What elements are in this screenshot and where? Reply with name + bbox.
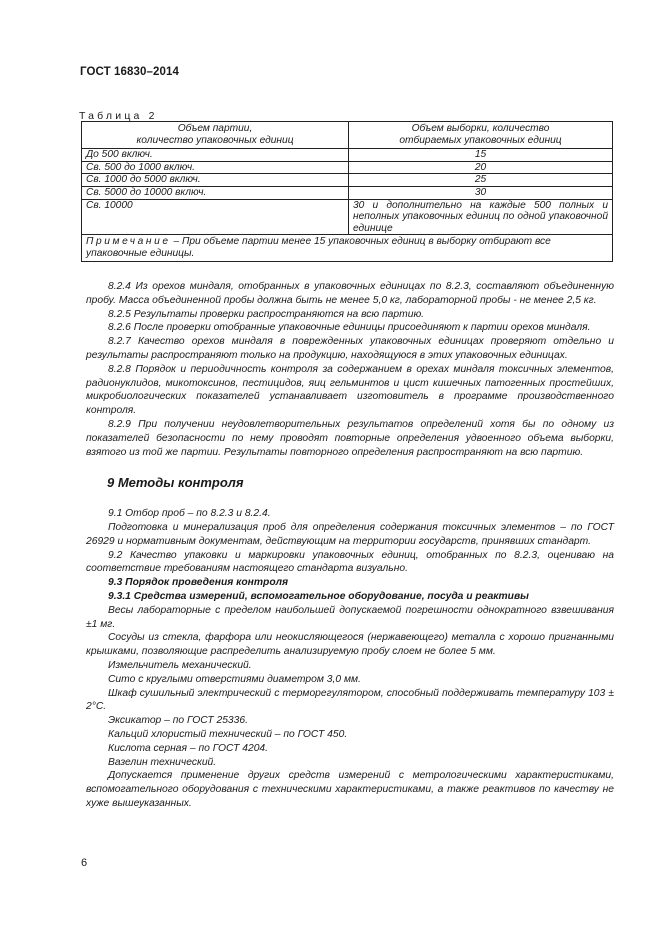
equipment-item: Вазелин технический. xyxy=(108,756,217,768)
table-cell-sample: 20 xyxy=(349,161,613,174)
table-header-lot: Объем партии, количество упаковочных единиц xyxy=(82,122,349,149)
paragraph-8-2-5: 8.2.5 Результаты проверки распространяются на всю партию. xyxy=(108,308,425,320)
paragraph-8-2-6: 8.2.6 После проверки отобранные упаковочные единицы присоединяют к партии орехов миндаля. xyxy=(108,322,591,334)
paragraph-9-1: 9.1 Отбор проб – по 8.2.3 и 8.2.4. xyxy=(108,508,271,520)
note-text: – При объеме партии менее 15 упаковочных единиц в выборку отбирают все упаковочные единицы. xyxy=(86,236,551,259)
standard-header: ГОСТ 16830–2014 xyxy=(80,66,180,78)
table-cell-lot: Св. 10000 xyxy=(82,199,349,235)
equipment-item: Допускается применение других средств измерений с метрологическими характеристиками, вспомогательного оборудования с техническими характеристиками, а также реактивов по качеству не хуже вышеуказанных. xyxy=(86,770,614,809)
heading-9-3: 9.3 Порядок проведения контроля xyxy=(108,577,289,589)
paragraph-8-2-4: 8.2.4 Из орехов миндаля, отобранных в упаковочных единицах по 8.2.3, составляют объединенную пробу. Масса объединенной пробы должна быть не менее 5,0 кг, лабораторной пробы - не менее 2,5 кг. xyxy=(86,281,614,306)
table-cell-sample: 30 xyxy=(349,186,613,199)
equipment-item: Сосуды из стекла, фарфора или неокисляющегося (нержавеющего) металла с хорошо пригнанными крышками, позволяющие распределить анализируемую пробу слоем не более 5 мм. xyxy=(86,632,614,658)
table-cell-sample: 25 xyxy=(349,174,613,187)
document-body xyxy=(86,280,614,811)
table-row xyxy=(82,149,613,162)
equipment-item: Шкаф сушильный электрический с терморегулятором, способный поддерживать температуру 103 ± 2°С. xyxy=(86,687,614,713)
table-row xyxy=(82,186,613,199)
table-header-sample: Объем выборки, количество отбираемых упаковочных единиц xyxy=(349,122,613,149)
table-cell-sample: 15 xyxy=(349,149,613,162)
table-cell-lot: До 500 включ. xyxy=(82,149,349,162)
table-cell-lot: Св. 500 до 1000 включ. xyxy=(82,161,349,174)
equipment-item: Весы лабораторные с пределом наибольшей допускаемой погрешности однократного взвешивания ±1 мг. xyxy=(86,604,614,630)
table-cell-lot: Св. 5000 до 10000 включ. xyxy=(82,186,349,199)
paragraph-8-2-8: 8.2.8 Порядок и периодичность контроля за содержанием в орехах миндаля токсичных элементов, радионуклидов, микотоксинов, пестицидов, яиц гельминтов и цист кишечных патогенных простейших, микробиологических показателей устанавливает изготовитель в программе производственного контроля. xyxy=(86,363,614,417)
paragraph-8-2-7: 8.2.7 Качество орехов миндаля в поврежденных упаковочных единицах проверяют отдельно и результаты распространяют только на продукцию, находящуюся в этих упаковочных единицах. xyxy=(86,336,614,361)
heading-9-3-1: 9.3.1 Средства измерений, вспомогательное оборудование, посуда и реактивы xyxy=(108,590,529,602)
table-row xyxy=(82,174,613,187)
table-row xyxy=(82,199,613,235)
table-caption: Таблица 2 xyxy=(79,110,158,122)
equipment-item: Кальций хлористый технический – по ГОСТ 450. xyxy=(108,728,348,740)
note-label: Примечание xyxy=(86,236,171,248)
section-9-title: 9 Методы контроля xyxy=(107,475,244,491)
page-number: 6 xyxy=(81,857,88,869)
equipment-item: Сито с круглыми отверстиями диаметром 3,0 мм. xyxy=(108,673,361,685)
table-cell-sample: 30 и дополнительно на каждые 500 полных и неполных упаковочных единиц по одной упаковочной единице xyxy=(349,199,613,235)
table-note xyxy=(82,235,613,261)
table-note-row xyxy=(82,235,613,261)
paragraph-9-2: 9.2 Качество упаковки и маркировки упаковочных единиц, отобранных по 8.2.3, оцениваю на соответствие требованиям настоящего стандарта визуально. xyxy=(86,549,614,575)
table-header-row xyxy=(82,122,613,149)
equipment-item: Кислота серная – по ГОСТ 4204. xyxy=(108,742,269,754)
equipment-item: Измельчитель механический. xyxy=(108,659,252,671)
equipment-item: Эксикатор – по ГОСТ 25336. xyxy=(108,715,248,727)
paragraph-sample-prep: Подготовка и минерализация проб для определения содержания токсичных элементов – по ГОСТ 26929 и нормативным документам, действующим на территории государств, принявших стандарт. xyxy=(86,521,614,547)
table-row xyxy=(82,161,613,174)
table-cell-lot: Св. 1000 до 5000 включ. xyxy=(82,174,349,187)
paragraph-8-2-9: 8.2.9 При получении неудовлетворительных результатов определений хотя бы по одному из показателей безопасности по нему проводят повторные определения удвоенного объема выборки, взятого из той же партии. Результаты повторного определения распространяют на всю партию. xyxy=(86,418,614,458)
sample-size-table xyxy=(81,121,613,262)
